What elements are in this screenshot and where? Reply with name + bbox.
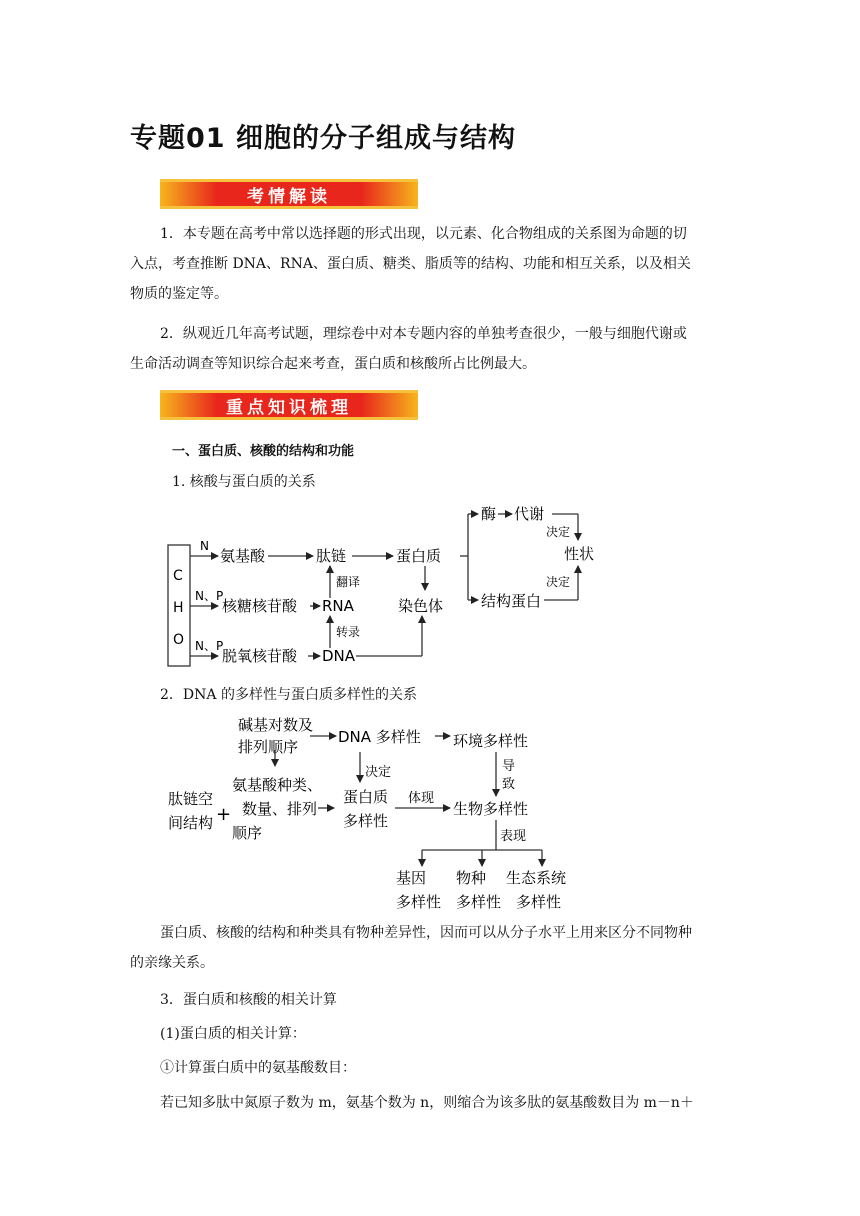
node-amino-acid-type: 氨基酸种类、 — [232, 776, 323, 794]
plus-sign: + — [216, 804, 232, 825]
node-peptide-structure: 肽链空 — [168, 790, 214, 808]
subheading-1: 1. 核酸与蛋白质的关系 — [172, 474, 316, 490]
text-line: 入点，考查推断 DNA、RNA、蛋白质、糖类、脂质等的结构、功能和相互关系，以及相关 — [130, 256, 691, 272]
label-lead: 致 — [502, 777, 516, 792]
paragraph-1 — [130, 219, 735, 309]
node-base-order: 排列顺序 — [238, 738, 299, 756]
section-banner-key-knowledge — [160, 390, 418, 420]
node-chromosome: 染色体 — [398, 597, 444, 615]
diversity-diagram — [160, 708, 590, 916]
node-base-pairs: 碱基对数及 — [238, 716, 314, 734]
node-protein: 蛋白质 — [396, 547, 442, 565]
node-amino-acid-count: 数量、排列 — [242, 800, 318, 818]
label-decide: 决定 — [365, 765, 392, 780]
label-decide: 决定 — [546, 525, 571, 539]
node-ecosystem-diversity: 生态系统 — [506, 869, 567, 887]
node-dna-diversity: DNA 多样性 — [338, 728, 421, 746]
text-line: 若已知多肽中氮原子数为 m，氨基个数为 n，则缩合为该多肽的氨基酸数目为 m－n＋ — [160, 1095, 694, 1111]
subheading-3a: (1)蛋白质的相关计算： — [160, 1026, 306, 1042]
node-amino-acid: 氨基酸 — [220, 547, 266, 565]
banner-label: 考情解读 — [247, 186, 331, 207]
label-decide: 决定 — [546, 575, 571, 589]
node-rna: RNA — [322, 597, 354, 615]
label-embody: 体现 — [408, 791, 435, 806]
label-lead: 导 — [502, 759, 516, 774]
node-dna: DNA — [322, 647, 356, 665]
text-line: 的亲缘关系。 — [130, 955, 214, 971]
element-np: N、P — [195, 589, 224, 603]
node-ecosystem-diversity: 多样性 — [516, 893, 562, 911]
banner-label: 重点知识梳理 — [226, 397, 352, 418]
label-express: 表现 — [500, 829, 527, 844]
section-heading: 一、蛋白质、核酸的结构和功能 — [172, 444, 355, 459]
node-protein-diversity: 蛋白质 — [343, 788, 389, 806]
node-environment-diversity: 环境多样性 — [453, 732, 529, 750]
paragraph-3 — [130, 918, 735, 978]
nucleic-protein-diagram — [160, 500, 620, 672]
paragraph-2 — [130, 319, 735, 379]
node-enzyme: 酶 — [481, 505, 497, 523]
node-structural-protein: 结构蛋白 — [481, 592, 542, 610]
text-line: 2．纵观近几年高考试题，理综卷中对本专题内容的单独考查很少，一般与细胞代谢或 — [160, 326, 687, 342]
chon-h: H — [173, 600, 184, 616]
node-protein-diversity: 多样性 — [343, 812, 389, 830]
page-title: 专题01 细胞的分子组成与结构 — [130, 123, 516, 154]
node-peptide-structure: 间结构 — [168, 814, 214, 832]
label-transcribe: 转录 — [336, 625, 361, 639]
subheading-3: 3．蛋白质和核酸的相关计算 — [160, 992, 337, 1008]
label-translate: 翻译 — [336, 575, 361, 589]
text-line: 蛋白质、核酸的结构和种类具有物种差异性，因而可以从分子水平上用来区分不同物种 — [160, 925, 692, 941]
node-deoxynucleotide: 脱氧核苷酸 — [222, 647, 298, 665]
section-banner-exam-analysis — [160, 179, 418, 209]
element-np: N、P — [195, 639, 224, 653]
node-gene-diversity: 多样性 — [396, 893, 442, 911]
node-metabolism: 代谢 — [514, 505, 545, 523]
subheading-2: 2．DNA 的多样性与蛋白质多样性的关系 — [160, 687, 417, 703]
text-line: 生命活动调查等知识综合起来考查，蛋白质和核酸所占比例最大。 — [130, 356, 536, 372]
chon-c: C — [173, 568, 183, 584]
node-species-diversity: 物种 — [456, 869, 487, 887]
node-ribonucleotide: 核糖核苷酸 — [222, 597, 298, 615]
node-species-diversity: 多样性 — [456, 893, 502, 911]
text-line: 1．本专题在高考中常以选择题的形式出现，以元素、化合物组成的关系图为命题的切 — [160, 226, 687, 242]
text-line: 物质的鉴定等。 — [130, 286, 228, 302]
node-peptide: 肽链 — [316, 547, 347, 565]
node-trait: 性状 — [564, 545, 595, 563]
node-biodiversity: 生物多样性 — [453, 800, 529, 818]
subheading-3b: ①计算蛋白质中的氨基酸数目： — [160, 1060, 356, 1076]
node-amino-acid-order: 顺序 — [232, 824, 263, 842]
node-gene-diversity: 基因 — [396, 869, 427, 887]
chon-o: O — [173, 632, 185, 648]
element-n: N — [200, 539, 209, 553]
